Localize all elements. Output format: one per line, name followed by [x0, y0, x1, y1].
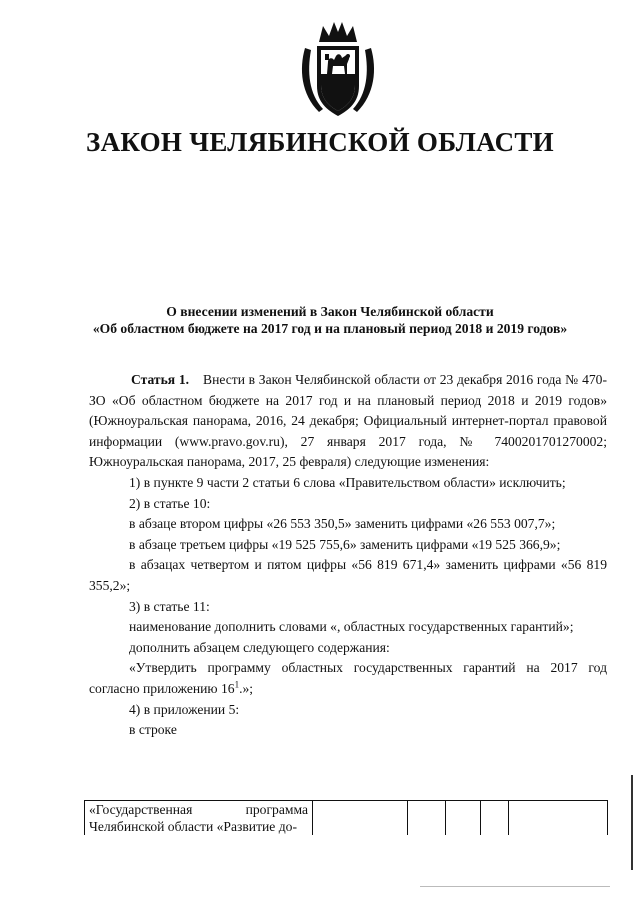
amendment-item: 4) в приложении 5: — [129, 701, 240, 717]
article-intro-text: Внести в Закон Челябинской области от 23 декабря 2016 года № 470-ЗО «Об областном бюджете на 2017 год и на плановый период 2018 и 2019 годов» (Южноуральская панорама, 2016, 24 декабря; Официальный интернет-портал правовой информации (www.pravo.gov.ru), 27 января 2017 года, № 7400201701270002; Южноуральская панорама, 2017, 25 февраля) следующие изменения: — [89, 372, 607, 470]
quoted-paragraph — [89, 658, 607, 699]
table-cell — [313, 801, 408, 836]
law-title: ЗАКОН ЧЕЛЯБИНСКОЙ ОБЛАСТИ — [86, 127, 554, 157]
amendment-item: дополнить абзацем следующего содержания: — [129, 639, 390, 655]
table-cell — [509, 801, 608, 836]
article-label: Статья 1. — [131, 372, 190, 387]
table-row — [85, 801, 608, 836]
table-cell — [446, 801, 481, 836]
amendment-item: 1) в пункте 9 части 2 статьи 6 слова «Правительством области» исключить; — [129, 474, 566, 490]
law-body — [89, 370, 607, 741]
scan-artifact — [631, 775, 633, 870]
amendment-item: в строке — [129, 722, 177, 738]
amendment-item: в абзацах четвертом и пятом цифры «56 819 671,4» заменить цифрами «56 819 355,2»; — [89, 557, 607, 593]
amendment-item: 2) в статье 10: — [129, 495, 211, 511]
coat-of-arms-icon — [297, 14, 379, 122]
article-intro-paragraph — [89, 370, 607, 473]
amendment-item: наименование дополнить словами «, областных государственных гарантий»; — [129, 619, 574, 635]
subtitle-line-1: О внесении изменений в Закон Челябинской области — [166, 304, 494, 319]
page-bottom-cut — [0, 835, 640, 905]
quote-text: «Утвердить программу областных государственных гарантий на 2017 год согласно приложению 16 — [89, 660, 607, 696]
subtitle-line-2: «Об областном бюджете на 2017 год и на плановый период 2018 и 2019 годов» — [92, 321, 568, 336]
scan-artifact-line — [420, 886, 610, 887]
table-cell — [481, 801, 509, 836]
quote-superscript: 1 — [234, 679, 240, 690]
law-subtitle — [40, 303, 620, 337]
amendment-item: в абзаце втором цифры «26 553 350,5» заменить цифрами «26 553 007,7»; — [129, 516, 556, 532]
table-cell-program-name: «Государственная программа Челябинской области «Развитие до- — [85, 801, 313, 836]
quote-end: .»; — [239, 680, 254, 696]
budget-table-snippet — [84, 800, 608, 836]
amendment-item: в абзаце третьем цифры «19 525 755,6» заменить цифрами «19 525 366,9»; — [129, 536, 561, 552]
amendment-item: 3) в статье 11: — [129, 598, 210, 614]
table-cell — [408, 801, 446, 836]
